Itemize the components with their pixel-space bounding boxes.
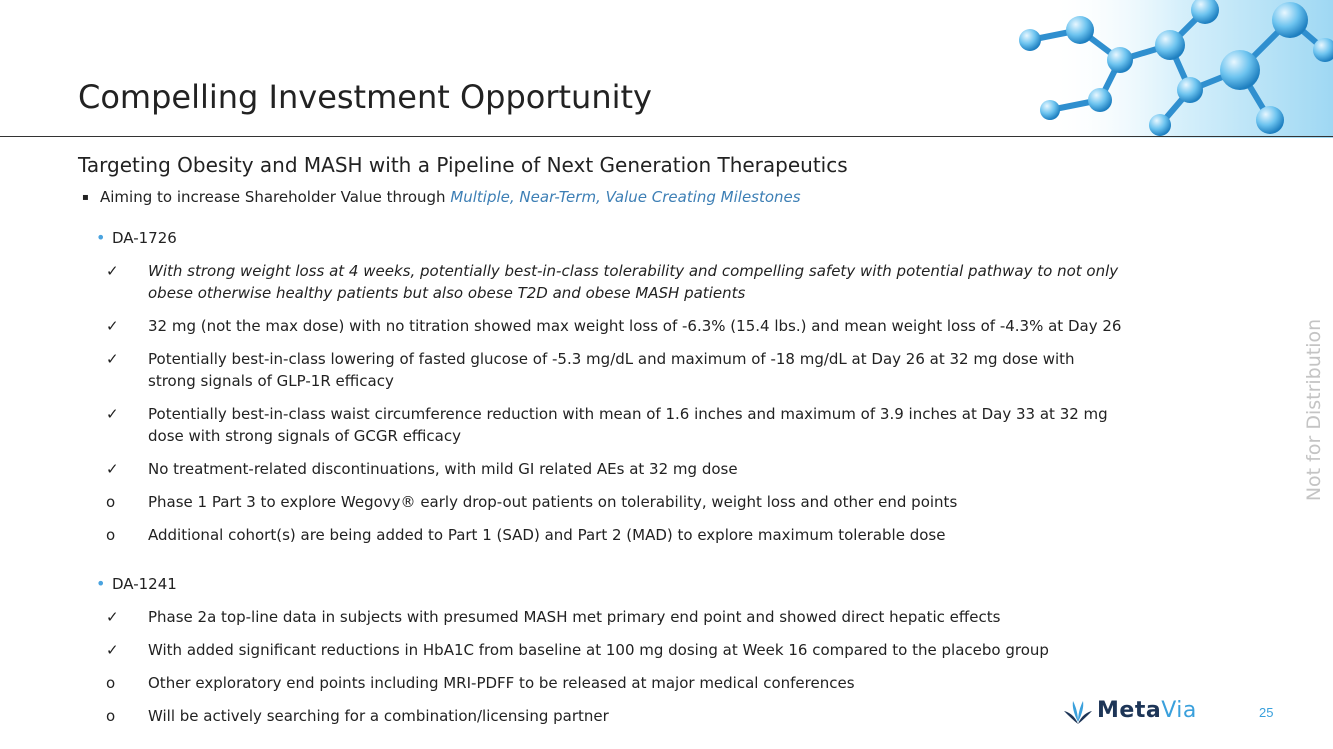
list-item-text: Potentially best-in-class lowering of fasted glucose of -5.3 mg/dL and maximum of -18 mg/dL at Day 26 at 32 mg dose with (148, 350, 1075, 368)
list-item-text: Potentially best-in-class waist circumference reduction with mean of 1.6 inches and maximum of 3.9 inches at Day 33 at 32 mg (148, 405, 1108, 423)
dot-bullet-icon: • (96, 574, 106, 593)
page-title: Compelling Investment Opportunity (78, 78, 652, 116)
logo-wordmark (1097, 698, 1197, 723)
dot-bullet-icon: • (96, 228, 106, 247)
logo-wordmark-via: Via (1161, 698, 1197, 723)
list-item-text: dose with strong signals of GCGR efficacy (148, 427, 461, 445)
square-bullet-icon: ▪ (82, 192, 89, 203)
list-item-text: obese otherwise healthy patients but also obese T2D and obese MASH patients (148, 284, 746, 302)
lead-text-accent: Multiple, Near-Term, Value Creating Milestones (450, 188, 801, 206)
distribution-watermark-text: Not for Distribution (1303, 318, 1325, 502)
leaf-burst-icon (1063, 700, 1093, 726)
list-item-text: With strong weight loss at 4 weeks, potentially best-in-class tolerability and compelling safety with potential pathway to not only (148, 262, 1119, 280)
page-subtitle: Targeting Obesity and MASH with a Pipeline of Next Generation Therapeutics (78, 153, 848, 177)
checkmark-icon: ✓ (106, 350, 119, 368)
circle-bullet-icon: o (106, 674, 116, 692)
circle-bullet-icon: o (106, 707, 116, 725)
checkmark-icon: ✓ (106, 317, 119, 335)
list-item-text: Additional cohort(s) are being added to Part 1 (SAD) and Part 2 (MAD) to explore maximum tolerable dose (148, 526, 946, 544)
checkmark-icon: ✓ (106, 641, 119, 659)
lead-text (100, 187, 801, 207)
checkmark-icon: ✓ (106, 405, 119, 423)
list-item-text: With added significant reductions in HbA1C from baseline at 100 mg dosing at Week 16 compared to the placebo group (148, 641, 1049, 659)
list-item-text: strong signals of GLP-1R efficacy (148, 372, 394, 390)
circle-bullet-icon: o (106, 493, 116, 511)
list-item-text: Will be actively searching for a combination/licensing partner (148, 707, 609, 725)
list-item-text: Phase 2a top-line data in subjects with presumed MASH met primary end point and showed direct hepatic effects (148, 608, 1001, 626)
section-name: DA-1241 (112, 575, 177, 593)
checkmark-icon: ✓ (106, 460, 119, 478)
list-item-text: Other exploratory end points including MRI-PDFF to be released at major medical conferences (148, 674, 855, 692)
lead-text-plain: Aiming to increase Shareholder Value through (100, 188, 451, 206)
logo-wordmark-meta: Meta (1097, 698, 1162, 723)
circle-bullet-icon: o (106, 526, 116, 544)
list-item-text: No treatment-related discontinuations, with mild GI related AEs at 32 mg dose (148, 460, 738, 478)
section-name: DA-1726 (112, 229, 177, 247)
company-logo (1063, 698, 1223, 728)
title-divider (0, 136, 1333, 137)
list-item-text: Phase 1 Part 3 to explore Wegovy® early drop-out patients on tolerability, weight loss and other end points (148, 493, 958, 511)
checkmark-icon: ✓ (106, 262, 119, 280)
distribution-watermark (1302, 300, 1326, 520)
page-number: 25 (1259, 705, 1274, 720)
molecule-illustration (990, 0, 1333, 138)
checkmark-icon: ✓ (106, 608, 119, 626)
list-item-text: 32 mg (not the max dose) with no titration showed max weight loss of -6.3% (15.4 lbs.) and mean weight loss of -4.3% at Day 26 (148, 317, 1122, 335)
